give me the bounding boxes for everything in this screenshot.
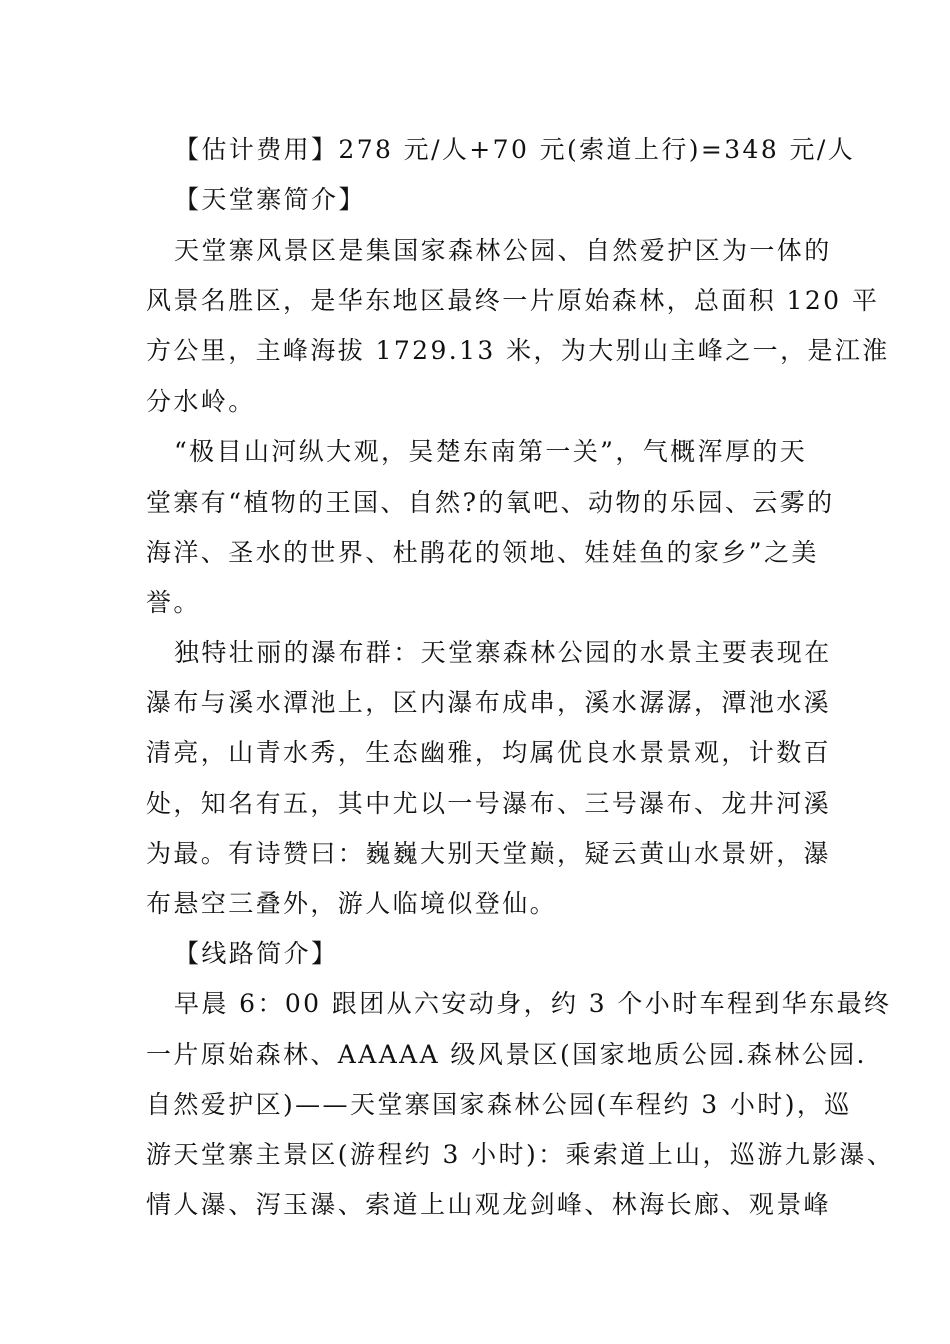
paragraph-line: 早晨 6：00 跟团从六安动身，约 3 个小时车程到华东最终 bbox=[174, 989, 892, 1018]
paragraph-line: 清亮，山青水秀，生态幽雅，均属优良水景景观，计数百 bbox=[146, 738, 832, 767]
paragraph-line: 誉。 bbox=[146, 588, 201, 617]
paragraph-line: 自然爱护区)——天堂寨国家森林公园(车程约 3 小时)，巡 bbox=[146, 1090, 852, 1119]
paragraph-line: 布悬空三叠外，游人临境似登仙。 bbox=[146, 889, 558, 918]
paragraph-line: 堂寨有“植物的王国、自然?的氧吧、动物的乐园、云雾的 bbox=[146, 488, 835, 517]
paragraph-line: 处，知名有五，其中尤以一号瀑布、三号瀑布、龙井河溪 bbox=[146, 789, 832, 818]
paragraph-line: 情人瀑、泻玉瀑、索道上山观龙剑峰、林海长廊、观景峰 bbox=[146, 1190, 832, 1219]
section-heading-tiantangzhai-intro: 【天堂寨简介】 bbox=[174, 185, 366, 214]
paragraph-line: 分水岭。 bbox=[146, 387, 256, 416]
paragraph-line: 风景名胜区，是华东地区最终一片原始森林，总面积 120 平 bbox=[146, 286, 880, 315]
paragraph-line: 方公里，主峰海拔 1729.13 米，为大别山主峰之一，是江淮 bbox=[146, 336, 890, 365]
paragraph-line: 为最。有诗赞曰：巍巍大别天堂巅，疑云黄山水景妍，瀑 bbox=[146, 839, 832, 868]
paragraph-line: 一片原始森林、AAAAA 级风景区(国家地质公园.森林公园. bbox=[146, 1040, 867, 1069]
paragraph-line: 独特壮丽的瀑布群：天堂寨森林公园的水景主要表现在 bbox=[174, 638, 832, 667]
paragraph-line: 瀑布与溪水潭池上，区内瀑布成串，溪水潺潺，潭池水溪 bbox=[146, 688, 832, 717]
paragraph-line: “极目山河纵大观，吴楚东南第一关”，气概浑厚的天 bbox=[174, 437, 808, 466]
paragraph-line: 天堂寨风景区是集国家森林公园、自然爱护区为一体的 bbox=[174, 236, 832, 265]
cost-estimate-line: 【估计费用】278 元/人+70 元(索道上行)=348 元/人 bbox=[174, 135, 856, 164]
paragraph-line: 游天堂寨主景区(游程约 3 小时)：乘索道上山，巡游九影瀑、 bbox=[146, 1140, 895, 1169]
paragraph-line: 海洋、圣水的世界、杜鹃花的领地、娃娃鱼的家乡”之美 bbox=[146, 538, 819, 567]
section-heading-route-intro: 【线路简介】 bbox=[174, 939, 339, 968]
